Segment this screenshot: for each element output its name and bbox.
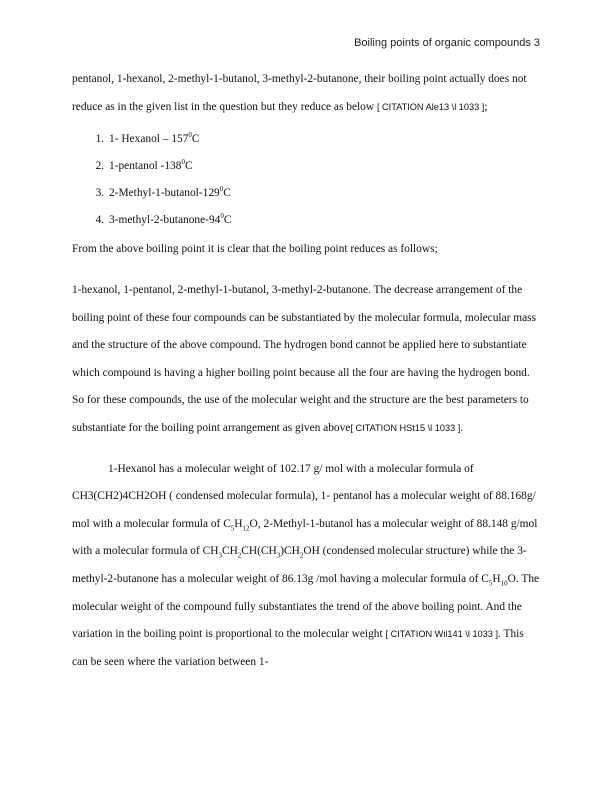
paragraph-summary: From the above boiling point it is clear that the boiling point reduces as follows;	[72, 243, 438, 256]
paragraph-tail: ;	[484, 100, 488, 113]
paragraph-order	[72, 277, 542, 443]
list-item: 4. $3-methyl-2-butanone-94^0C$	[107, 207, 542, 234]
citation: [ CITATION HSt15 \l 1033 ]	[350, 422, 461, 433]
list-item: 3. $2-Methyl-1-butanol-129^0C$	[107, 180, 542, 207]
paragraph-text: 1-hexanol, 1-pentanol, 2-methyl-1-butanol, 3-methyl-2-butanone. The decrease arrangement of the boiling point of these four compounds can be substantiated by the molecular formula, molecular mass and the structure of the above compound. The hydrogen bond cannot be applied here to substantiate which compound is having a higher boiling point because all the four are having the hydrogen bond. So for these compounds, the use of the molecular weight and the structure are the best parameters to substantiate for the boiling point arrangement as given above	[72, 283, 537, 434]
paragraph-tail: .	[460, 421, 464, 434]
paragraph-molecular-weight: 1-Hexanol has a molecular weight of 102.17 g/ mol with a molecular formula of CH3(CH2)4CH2OH ( condensed molecular formula), 1- pentanol has a molecular weight of 88.168g/ mol with a molecular formula of $C_5H_{12}O$, 2-Methyl-1-butanol has a molecular weight of 88.148 g/mol with a molecular formula of $CH_3CH_2CH(CH_3)CH_2OH$ (condensed molecular structure) while the 3-methyl-2-butanone has a molecular weight of 86.13g /mol having a molecular formula of $C_5H_{10}O$. The molecular weight of the compound fully substantiates the trend of the above boiling point. And the variation in the boiling point is proportional to the molecular weight [ CITATION Wil141 \l 1033 ]. This can be seen where the variation between 1-	[72, 462, 540, 668]
citation: [ CITATION Ale13 \l 1033 ]	[376, 101, 485, 112]
document-body	[72, 66, 542, 676]
list-item: 2. 1-pentanol $-138^0C$	[107, 153, 542, 180]
paragraph-text: pentanol, 1-hexanol, 2-methyl-1-butanol, 3-methyl-2-butanone, their boiling point actually does not reduce as in the given list in the question but they reduce as below	[72, 73, 527, 113]
citation: [ CITATION Wil141 \l 1033 ]	[385, 629, 498, 640]
running-head: Boiling points of organic compounds 3	[354, 37, 540, 49]
paragraph-intro	[72, 66, 542, 121]
boiling-point-list	[72, 126, 542, 233]
list-item: 1. 1- Hexanol – $157^0C$	[107, 126, 542, 153]
